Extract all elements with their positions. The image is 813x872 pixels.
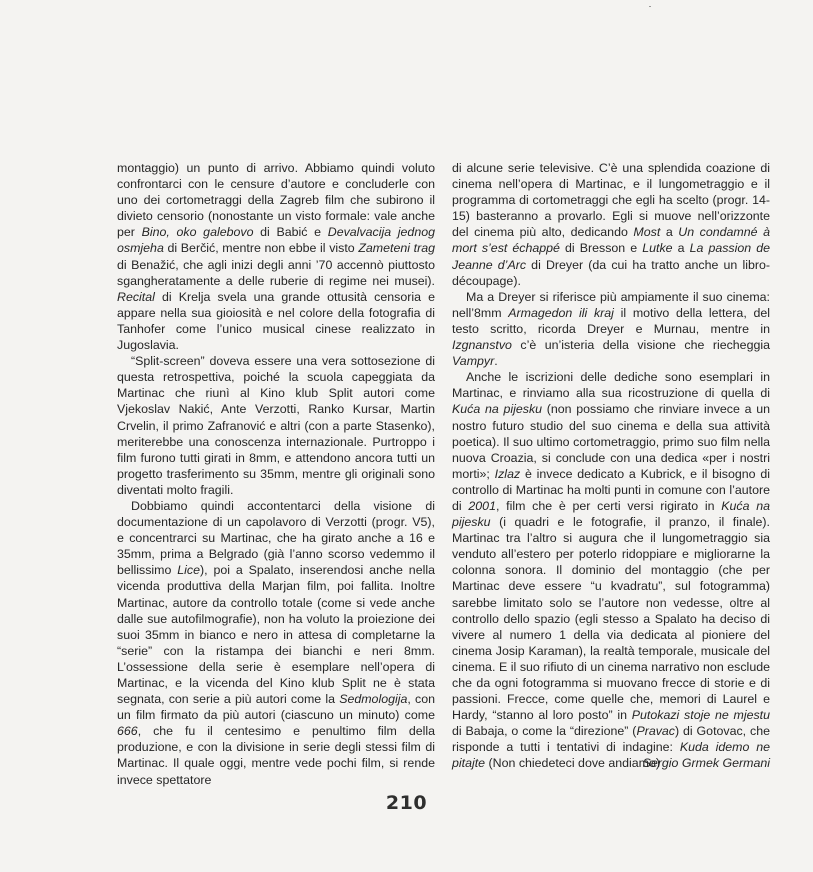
text-run: montaggio) un punto di arrivo. Abbiamo quindi voluto confrontarci con le censure d’autore e concluderle con uno dei cortometraggi della Zagreb film che subirono il divieto censorio (nonostante un visto formale: vale anche per <box>117 161 435 240</box>
italic-title: Devalvacija jednog osmjeha <box>117 225 435 256</box>
text-run: di Krelja svela una grande ottusità censoria e appare nella sua gioiosità e nel colore della fotografia di Tanhofer come l’unico musical cinese realizzato in Jugoslavia. <box>117 289 435 353</box>
italic-title: Zameteni trag <box>358 241 435 256</box>
italic-title: Lice <box>177 563 200 578</box>
text-run: ), poi a Spalato, inserendosi anche nella vicenda produttiva della Marjan film, poi fallita. Inoltre Martinac, autore da controllo totale (come si vede anche dalle sue autofilmografie), non ha voluto la proiezione dei suoi 35mm in bianco e nero in attesa di completarne la “serie” con la ristampa dei bianchi e neri 8mm. L’ossessione della serie è esemplare nell’opera di Martinac, e la vicenda del Kino klub Split ne è stata segnata, con serie a più autori come la <box>117 563 435 707</box>
right-column-body <box>452 160 770 772</box>
italic-title: Kuda idemo ne pitajte <box>452 740 770 771</box>
italic-title: Un condamné à mort s’est échappé <box>452 225 770 256</box>
paragraph <box>452 160 770 289</box>
italic-title: La passion de Jeanne d’Arc <box>452 241 771 272</box>
italic-title: Sedmologija <box>339 692 408 707</box>
paragraph <box>117 353 435 498</box>
italic-title: 666 <box>117 724 138 739</box>
text-run: di Berčić, mentre non ebbe il visto <box>163 241 359 256</box>
text-run: , film che è per certi versi rigirato in <box>495 498 722 513</box>
italic-title: Izlaz <box>494 466 521 481</box>
paragraph <box>452 369 770 771</box>
scan-speck <box>649 6 651 7</box>
text-run: Dobbiamo quindi accontentarci della visione di documentazione di un capolavoro di Verzotti (progr. V5), e concentrarci su Martinac, che ha girato anche a 16 e 35mm, prima a Belgrado (già l’anno scorso vedemmo il bellissimo <box>117 498 435 578</box>
italic-title: Lutke <box>642 241 673 256</box>
text-run: di Bresson e <box>559 241 643 256</box>
text-run: il motivo della lettera, del testo scritto, ricorda Dreyer e Murnau, mentre in <box>452 305 770 336</box>
italic-title: 2001 <box>468 498 496 513</box>
text-run: di alcune serie televisive. C’è una splendida coazione di cinema nell’opera di Martinac, e il lungometraggio e il programma di cortometraggi che egli ha scelto (progr. 14-15) basteranno a provarlo. Egli si muove nell’orizzonte del cinema più alto, dedicando <box>452 161 770 240</box>
italic-title: Vampyr <box>452 354 495 369</box>
text-run: “Split-screen” doveva essere una vera sottosezione di questa retrospettiva, poiché la scuola capeggiata da Martinac che riunì al Kino klub Split autori come Vjekoslav Nakić, Ante Verzotti, Ranko Kursar, Martin Crvelin, il primo Zafranović e altri (con a parte Stasenko), meriterebbe una conoscenza internazionale. Purtroppo i film furono tutti girati in 8mm, e attendono ancora tutti un progetto trasferimento su 35mm, mentre gli originali sono diventati molto fragili. <box>117 354 435 497</box>
paragraph <box>117 498 435 788</box>
italic-title: Bino, oko galebovo <box>141 225 254 240</box>
paragraph <box>452 289 770 369</box>
italic-title: Recital <box>117 289 155 304</box>
paragraph <box>117 160 435 353</box>
text-run: , con un film firmato da più autori (ciascuno un minuto) come <box>117 692 435 723</box>
italic-title: Putokazi stoje ne mjestu <box>631 708 770 723</box>
page-number: 210 <box>385 792 428 814</box>
text-run: c’è un’isteria della visione che riecheggia <box>511 338 770 353</box>
text-run: di Dreyer (da cui ha tratto anche un libro-découpage). <box>452 257 770 288</box>
text-run: di Benažić, che agli inizi degli anni ’70 accennò piuttosto sgangheratamente a delle ruberie di regime nei musei). <box>117 257 435 288</box>
author-signature: Sergio Grmek Germani <box>642 756 770 771</box>
text-column-right <box>452 160 770 772</box>
text-run: di Babić e <box>253 225 328 240</box>
italic-title: Kuća na pijesku <box>452 402 543 417</box>
italic-title: Most <box>633 225 661 240</box>
text-run: Anche le iscrizioni delle dediche sono esemplari in Martinac, e rinviamo alla sua ricostruzione di quella di <box>452 370 770 401</box>
italic-title: Pravac <box>636 724 676 739</box>
text-column-left <box>117 160 435 788</box>
italic-title: Kuća na pijesku <box>452 498 771 530</box>
text-run: è invece dedicato a Kubrick, e il bisogno di controllo di Martinac ha molti punti in comune con l’autore di <box>452 466 770 513</box>
text-run: a <box>672 241 690 256</box>
text-run: di Babaja, o come la “direzione” ( <box>452 724 637 739</box>
text-run: a <box>660 225 679 240</box>
text-run: (Non chiedeteci dove andiamo) <box>485 756 661 771</box>
text-run: , che fu il centesimo e penultimo film della produzione, e con la divisione in serie degli stessi film di Martinac. Il quale oggi, mentre vede pochi film, si rende invece spettatore <box>117 724 435 787</box>
text-run: . <box>494 354 498 369</box>
text-run: ) di Gotovac, che risponde a tutti i tentativi di indagine: <box>452 724 770 755</box>
text-run: (i quadri e le fotografie, il pranzo, il finale). Martinac tra l’altro si augura che il lungometraggio sia venduto all’estero per poterlo ridoppiare e migliorarne la colonna sonora. Il dominio del montaggio (che per Martinac deve essere “u kvadratu”, sul fotogramma) sarebbe limitato solo se l’autore non vedesse, oltre al controllo dello spazio (egli stesso a Spalato ha deciso di vivere al numero 1 della via dedicata al pioniere del cinema Josip Karaman), la realtà temporale, musicale del cinema. E il suo rifiuto di un cinema narrativo non esclude che da ogni fotogramma si muovano frecce di storie e di passioni. Frecce, come quelle che, memori di Laurel e Hardy, “stanno al loro posto” in <box>452 515 770 723</box>
text-run: Ma a Dreyer si riferisce più ampiamente il suo cinema: nell’8mm <box>452 289 770 320</box>
italic-title: Izgnanstvo <box>452 338 512 353</box>
italic-title: Armagedon ili kraj <box>508 305 614 320</box>
text-run: (non possiamo che rinviare invece a un nostro futuro studio del suo cinema e della sua attività poetica). Il suo ultimo cortometraggio, primo suo film nella nuova Croazia, si conclude con una dedica «per i nostri morti»; <box>452 402 770 481</box>
